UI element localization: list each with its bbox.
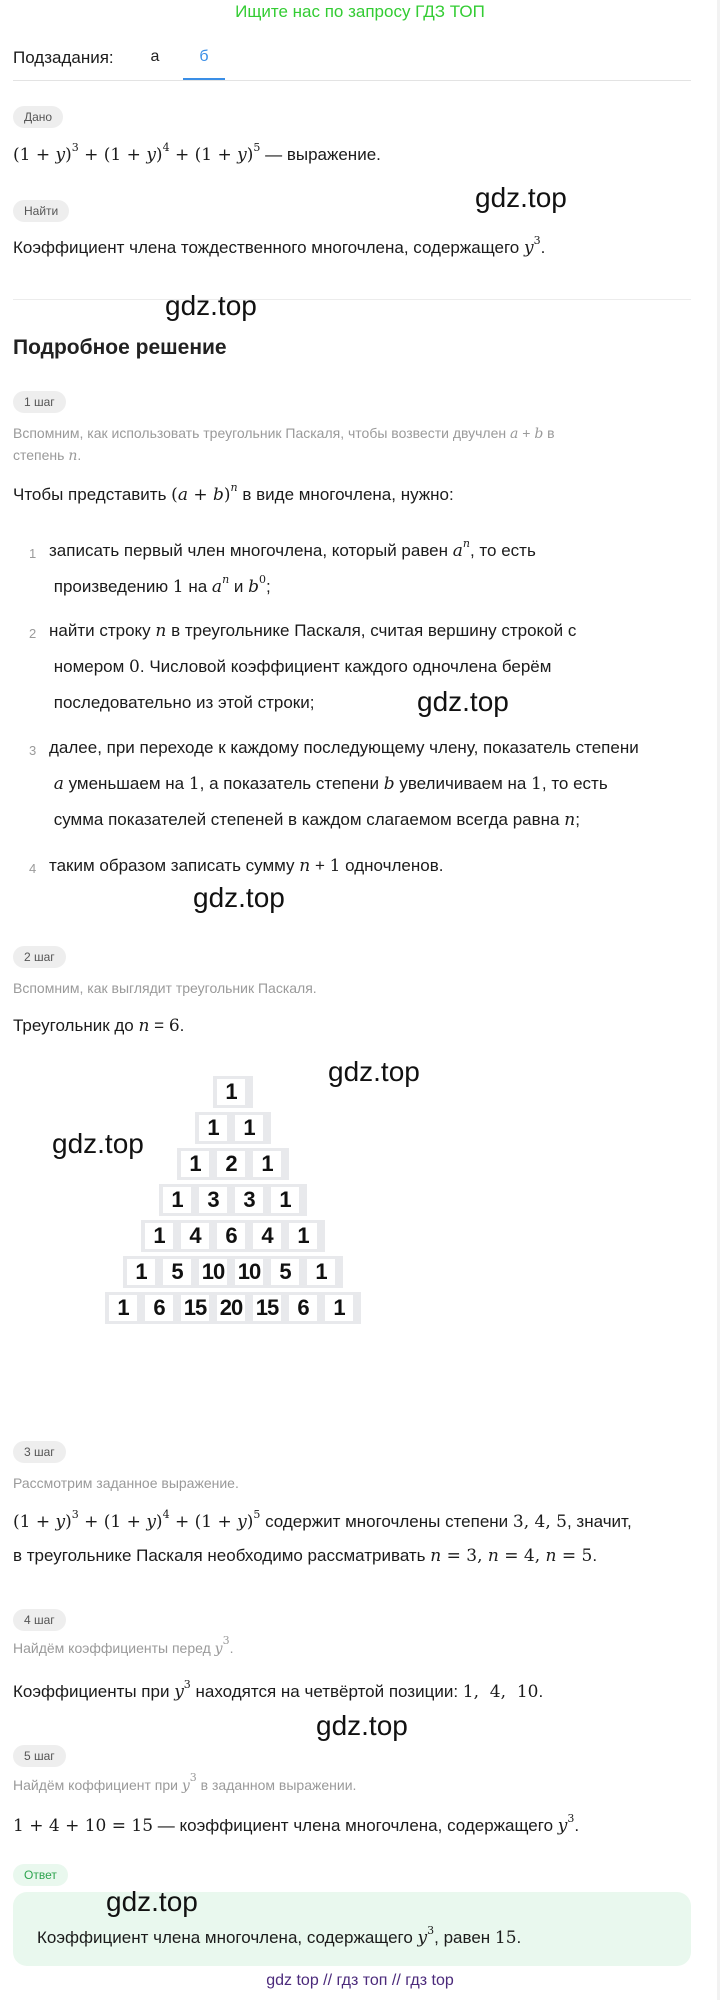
triangle-cell: 6 bbox=[289, 1295, 317, 1321]
subtasks-divider bbox=[13, 80, 691, 81]
triangle-cell: 1 bbox=[325, 1295, 353, 1321]
given-expression: $(1 + y)^3 + (1 + y)^4 + (1 + y)^5$ — выражение. bbox=[13, 141, 381, 165]
subtasks-label: Подзадания: bbox=[13, 48, 114, 67]
watermark: gdz.top bbox=[417, 686, 509, 717]
step2-chip: 2 шаг bbox=[13, 946, 66, 968]
footer-separator: // bbox=[391, 1972, 401, 1989]
step5-hint: Найдём коффициент при $y^3$ в заданном выражении. bbox=[13, 1771, 357, 1794]
watermark: gdz.top bbox=[106, 1886, 198, 1917]
list-item: найти строку n в треугольнике Паскаля, считая вершину строкой с номером 0. Числовой коэффициент каждого одночлена берём последовательно из этой строки; bbox=[49, 621, 577, 712]
step1-chip: 1 шаг bbox=[13, 391, 66, 413]
triangle-cell: 5 bbox=[271, 1259, 299, 1285]
triangle-cell: 10 bbox=[199, 1259, 227, 1285]
step2-text: Треугольник до n = 6. bbox=[13, 1016, 185, 1036]
list-number: 1 bbox=[29, 546, 37, 561]
step5-chip: 5 шаг bbox=[13, 1745, 66, 1767]
triangle-cell: 10 bbox=[235, 1259, 263, 1285]
footer-links bbox=[0, 1969, 720, 1993]
watermark: gdz.top bbox=[328, 1056, 420, 1087]
list-item: таким образом записать сумму n + 1 одночленов. bbox=[49, 856, 444, 876]
find-chip: Найти bbox=[13, 200, 69, 222]
step2-hint: Вспомним, как выглядит треугольник Паскаля. bbox=[13, 980, 317, 996]
subtask-tab-a[interactable]: а bbox=[150, 48, 160, 65]
watermark: gdz.top bbox=[475, 182, 567, 213]
list-number: 3 bbox=[29, 743, 37, 758]
step4-text: Коэффициенты при $y^3$ находятся на четвёртой позиции: 1, 4, 10. bbox=[13, 1678, 544, 1702]
footer-separator: // bbox=[323, 1972, 333, 1989]
triangle-cell: 6 bbox=[217, 1223, 245, 1249]
triangle-row bbox=[195, 1112, 271, 1144]
watermark: gdz.top bbox=[193, 882, 285, 913]
triangle-row bbox=[177, 1148, 289, 1180]
triangle-cell: 15 bbox=[181, 1295, 209, 1321]
pascal-triangle bbox=[0, 1076, 720, 1336]
list-number: 2 bbox=[29, 626, 37, 641]
step5-text: 1 + 4 + 10 = 15 — коэффициент члена многочлена, содержащего $y^3$. bbox=[13, 1812, 580, 1836]
triangle-cell: 15 bbox=[253, 1295, 281, 1321]
triangle-cell: 4 bbox=[181, 1223, 209, 1249]
triangle-row bbox=[159, 1184, 307, 1216]
step1-hint: Вспомним, как использовать треугольник Паскаля, чтобы возвести двучлен a + b в степень n. bbox=[13, 425, 555, 464]
triangle-cell: 20 bbox=[217, 1295, 245, 1321]
triangle-cell: 3 bbox=[199, 1187, 227, 1213]
watermark: gdz.top bbox=[52, 1128, 144, 1159]
triangle-row bbox=[123, 1256, 343, 1288]
solution-title: Подробное решение bbox=[13, 336, 227, 359]
triangle-cell: 1 bbox=[307, 1259, 335, 1285]
footer-link-2[interactable]: гдз топ bbox=[336, 1972, 388, 1989]
triangle-row bbox=[105, 1292, 361, 1324]
step3-hint: Рассмотрим заданное выражение. bbox=[13, 1475, 239, 1491]
top-banner: Ищите нас по запросу ГДЗ ТОП bbox=[235, 2, 485, 21]
answer-chip: Ответ bbox=[13, 1864, 68, 1886]
footer-link-3[interactable]: гдз top bbox=[405, 1972, 454, 1989]
triangle-cell: 1 bbox=[235, 1115, 263, 1141]
triangle-row bbox=[213, 1076, 253, 1108]
step4-chip: 4 шаг bbox=[13, 1609, 66, 1631]
step3-text: $(1 + y)^3 + (1 + y)^4 + (1 + y)^5$ содержит многочлены степени 3, 4, 5, значит, в треугольнике Паскаля необходимо рассматривать n = 3, n = 4, n = 5. bbox=[13, 1508, 632, 1566]
triangle-cell: 4 bbox=[253, 1223, 281, 1249]
footer-link-1[interactable]: gdz top bbox=[266, 1972, 319, 1989]
triangle-cell: 2 bbox=[217, 1151, 245, 1177]
triangle-cell: 1 bbox=[253, 1151, 281, 1177]
step3-chip: 3 шаг bbox=[13, 1441, 66, 1463]
step4-hint: Найдём коэффициенты перед $y^3$. bbox=[13, 1634, 234, 1657]
triangle-cell: 6 bbox=[145, 1295, 173, 1321]
triangle-cell: 1 bbox=[217, 1079, 245, 1105]
list-item: записать первый член многочлена, который равен $a^n$, то есть произведению 1 на $a^n$ и $b^0$; bbox=[49, 537, 536, 597]
triangle-cell: 1 bbox=[163, 1187, 191, 1213]
triangle-cell: 1 bbox=[127, 1259, 155, 1285]
triangle-cell: 1 bbox=[181, 1151, 209, 1177]
triangle-cell: 1 bbox=[199, 1115, 227, 1141]
triangle-cell: 3 bbox=[235, 1187, 263, 1213]
watermark: gdz.top bbox=[316, 1710, 408, 1741]
watermark: gdz.top bbox=[165, 290, 257, 321]
triangle-cell: 1 bbox=[109, 1295, 137, 1321]
section-divider bbox=[13, 299, 691, 300]
triangle-cell: 1 bbox=[271, 1187, 299, 1213]
list-number: 4 bbox=[29, 861, 37, 876]
triangle-row bbox=[141, 1220, 325, 1252]
triangle-cell: 5 bbox=[163, 1259, 191, 1285]
triangle-cell: 1 bbox=[289, 1223, 317, 1249]
answer-text: Коэффициент члена многочлена, содержащего $y^3$, равен 15. bbox=[37, 1924, 522, 1948]
triangle-cell: 1 bbox=[145, 1223, 173, 1249]
given-chip: Дано bbox=[13, 106, 63, 128]
find-text: Коэффициент члена тождественного многочлена, содержащего $y^3$. bbox=[13, 234, 546, 258]
list-item: далее, при переходе к каждому последующему члену, показатель степени a уменьшаем на 1, а показатель степени b увеличиваем на 1, то есть сумма показателей степеней в каждом слагаемом всегда равна n; bbox=[49, 738, 639, 830]
step1-intro: Чтобы представить $(a + b)^n$ в виде многочлена, нужно: bbox=[13, 481, 454, 505]
subtask-tab-b[interactable]: б bbox=[199, 48, 209, 65]
